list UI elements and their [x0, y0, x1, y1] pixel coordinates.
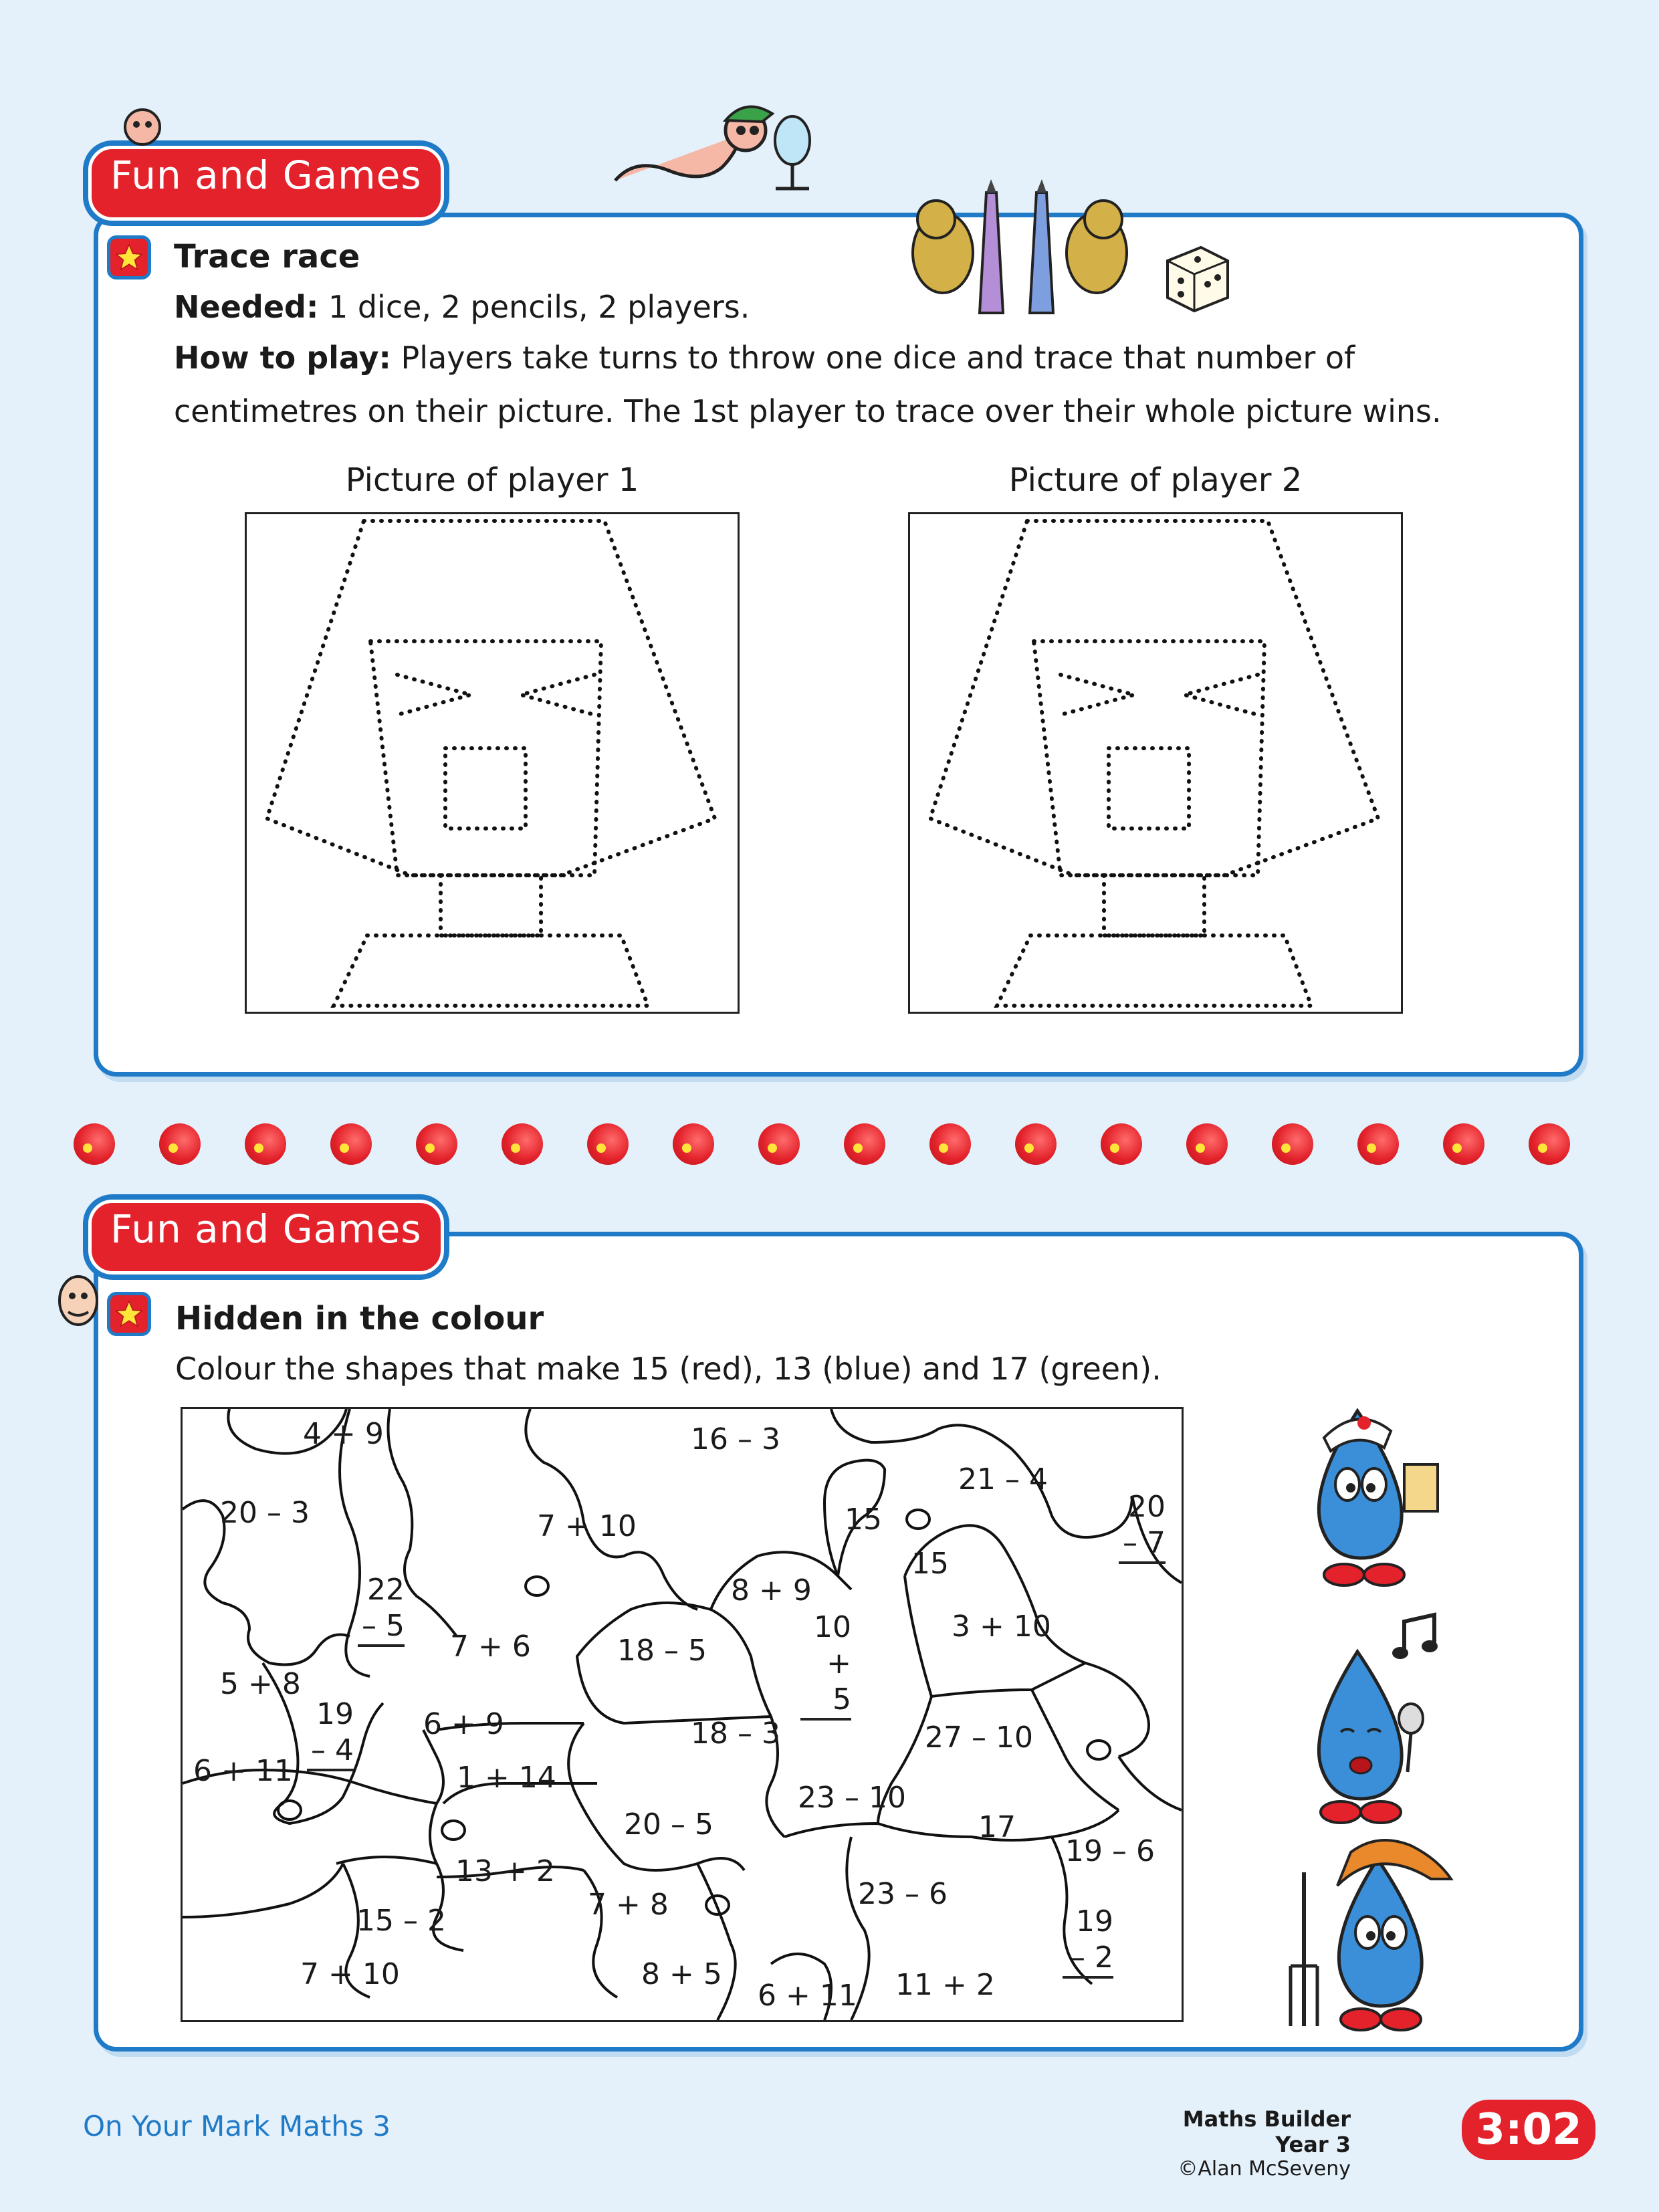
dice-icon [1161, 241, 1234, 314]
puzzle-label: 18 – 5 [617, 1634, 707, 1668]
fraction-sum [1119, 1489, 1166, 1564]
needed-label: Needed: [174, 289, 319, 325]
puzzle-label: 20 – 5 [624, 1807, 713, 1842]
puzzle-label: 23 – 10 [798, 1781, 906, 1815]
water-drop-nurse-icon [1284, 1391, 1444, 1591]
picture2-dotted-lamp [910, 514, 1401, 1012]
puzzle-label: 16 – 3 [691, 1422, 780, 1456]
fraction-top: 20 [1128, 1490, 1166, 1524]
divider-dot [1101, 1123, 1142, 1165]
water-drop-singer-icon [1277, 1645, 1438, 1826]
bubble-shape [278, 1801, 301, 1819]
divider-dot [74, 1123, 115, 1165]
divider-dot [1357, 1123, 1399, 1165]
puzzle-label: 17 [978, 1810, 1016, 1844]
fraction-bottom: – 5 [358, 1608, 405, 1647]
fraction-sum [358, 1572, 405, 1647]
fraction-bottom: – 7 [1119, 1525, 1166, 1564]
bubble-shape [1087, 1741, 1110, 1759]
section2-tab-label: Fun and Games [88, 1200, 444, 1275]
colouring-puzzle [181, 1407, 1184, 2022]
fraction-sum [800, 1610, 851, 1721]
puzzle-label: 7 + 8 [588, 1888, 669, 1922]
puzzle-label: 15 [911, 1547, 949, 1581]
peeking-face-icon [112, 100, 173, 147]
howto-line1 [174, 340, 1355, 376]
dotted-divider [74, 1123, 1591, 1177]
book-title: Maths Builder Year 3 [1182, 2106, 1351, 2157]
puzzle-label: 15 [845, 1503, 882, 1537]
picture1-box [245, 512, 740, 1014]
bubble-shape [526, 1577, 548, 1595]
fraction-sum [1063, 1904, 1113, 1979]
book-credit [1137, 2106, 1351, 2181]
puzzle-label: 13 + 2 [455, 1854, 555, 1888]
puzzle-label: 6 + 11 [193, 1754, 293, 1788]
fraction-top: 19 [1076, 1904, 1113, 1939]
puzzle-label: 11 + 2 [895, 1968, 995, 2002]
water-drop-farmer-icon [1277, 1832, 1491, 2033]
puzzle-label: 1 + 14 [457, 1761, 556, 1795]
copyright: ©Alan McSeveny [1178, 2157, 1351, 2181]
fraction-top: 22 [367, 1573, 405, 1607]
puzzle-label: 27 – 10 [925, 1721, 1033, 1755]
needed-text: 1 dice, 2 pencils, 2 players. [328, 289, 750, 325]
puzzle-label: 6 + 9 [423, 1707, 504, 1741]
puzzle-label: 8 + 9 [731, 1573, 812, 1608]
divider-dot [1529, 1123, 1570, 1165]
section2-tab [83, 1194, 449, 1280]
puzzle-label: 20 – 3 [220, 1496, 310, 1530]
puzzle-label: 5 + 8 [220, 1667, 301, 1701]
section1-tab-label: Fun and Games [88, 146, 444, 221]
hidden-colour-star-badge [107, 1292, 151, 1336]
bubble-shape [442, 1821, 465, 1840]
puzzle-label: 7 + 10 [300, 1957, 400, 1991]
divider-dot [1015, 1123, 1057, 1165]
picture1-title: Picture of player 1 [345, 461, 639, 499]
picture2-box [908, 512, 1403, 1014]
fraction-sum [307, 1696, 354, 1771]
section1-tab [83, 140, 449, 226]
mice-pencils-icon [896, 179, 1143, 320]
divider-dot [587, 1123, 629, 1165]
star-icon [114, 242, 144, 273]
thinking-face-icon [48, 1264, 108, 1337]
divider-dot [673, 1123, 714, 1165]
picture1-dotted-lamp [247, 514, 738, 1012]
fraction-bottom: + 5 [800, 1646, 851, 1721]
trace-race-title: Trace race [174, 238, 360, 275]
divider-dot [159, 1123, 201, 1165]
bubble-shape [907, 1510, 929, 1529]
series-title: On Your Mark Maths 3 [83, 2110, 391, 2142]
fraction-bottom: – 2 [1063, 1940, 1113, 1979]
fraction-top: 10 [814, 1610, 851, 1644]
divider-dot [1443, 1123, 1484, 1165]
divider-dot [758, 1123, 800, 1165]
divider-dot [502, 1123, 543, 1165]
divider-dot [1186, 1123, 1228, 1165]
puzzle-label: 15 – 2 [356, 1904, 446, 1938]
puzzle-label: 19 – 6 [1065, 1834, 1155, 1868]
fraction-bottom: – 4 [307, 1733, 354, 1771]
divider-dot [844, 1123, 885, 1165]
trace-race-star-badge [107, 235, 151, 280]
divider-dot [1272, 1123, 1313, 1165]
puzzle-label: 18 – 3 [691, 1717, 780, 1751]
divider-dot [929, 1123, 971, 1165]
star-icon [114, 1299, 144, 1329]
puzzle-label: 7 + 6 [450, 1630, 531, 1664]
divider-dot [416, 1123, 457, 1165]
howto-line2: centimetres on their picture. The 1st player to trace over their whole picture wins. [174, 393, 1442, 429]
puzzle-label: 6 + 11 [758, 1979, 857, 2013]
puzzle-label: 21 – 4 [958, 1462, 1048, 1497]
howto-label: How to play: [174, 340, 391, 376]
puzzle-label: 3 + 10 [952, 1610, 1051, 1644]
hidden-colour-instruction: Colour the shapes that make 15 (red), 13 (blue) and 17 (green). [175, 1351, 1162, 1387]
page-number-badge: 3:02 [1462, 2100, 1595, 2160]
divider-dot [245, 1123, 286, 1165]
hidden-colour-title: Hidden in the colour [175, 1300, 544, 1337]
puzzle-label: 7 + 10 [537, 1509, 637, 1543]
worm-cartoon-icon [609, 94, 822, 194]
fraction-top: 19 [316, 1697, 354, 1731]
divider-dot [330, 1123, 372, 1165]
needed-line [174, 289, 750, 325]
howto-text-line1: Players take turns to throw one dice and trace that number of [401, 340, 1355, 376]
picture2-title: Picture of player 2 [1008, 461, 1303, 499]
puzzle-label: 23 – 6 [858, 1877, 948, 1911]
puzzle-label: 4 + 9 [303, 1417, 384, 1451]
puzzle-label: 8 + 5 [641, 1957, 722, 1991]
